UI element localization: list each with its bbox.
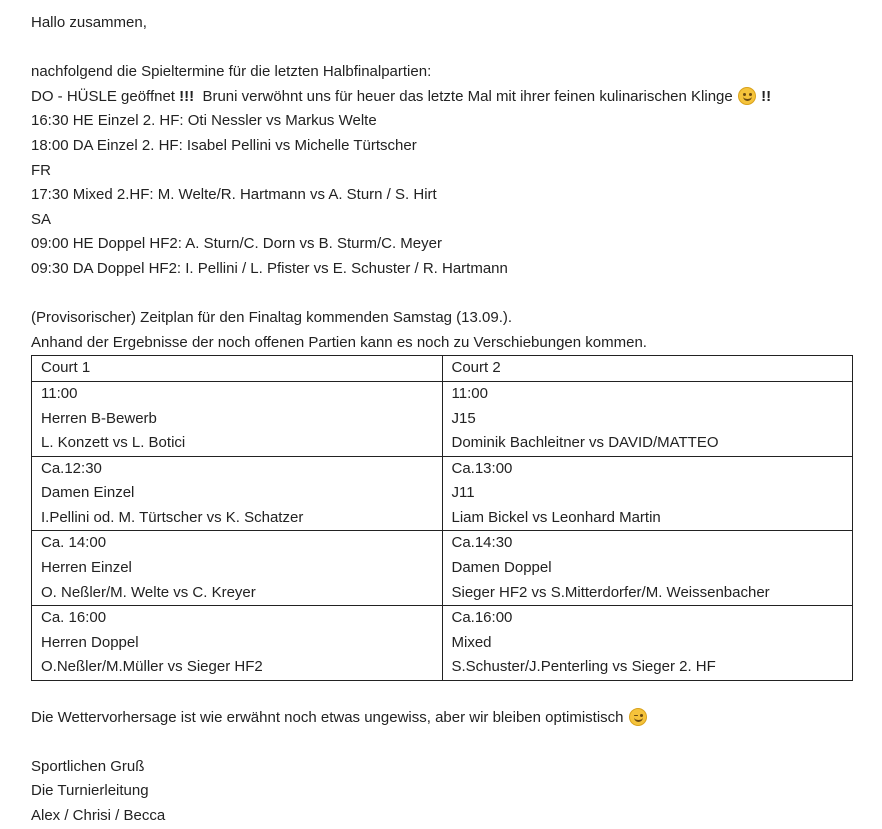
match-time: Ca.14:30 xyxy=(451,534,513,552)
thursday-text: DO - HÜSLE geöffnet xyxy=(31,87,180,105)
closing-names: Alex / Chrisi / Becca xyxy=(31,807,166,824)
match-players: I.Pellini od. M. Türtscher vs K. Schatzer xyxy=(41,508,304,526)
blank-line xyxy=(31,730,861,755)
match-line: 18:00 DA Einzel 2. HF: Isabel Pellini vs Michelle Türtscher xyxy=(31,136,417,154)
blank-line xyxy=(31,36,861,61)
exclamation: !! xyxy=(761,87,772,105)
table-cell xyxy=(32,456,443,531)
match-event: Herren Einzel xyxy=(41,559,132,577)
table-cell xyxy=(442,456,853,531)
day-label: SA xyxy=(31,210,52,228)
match-time: 11:00 xyxy=(451,384,488,402)
match-time: Ca. 16:00 xyxy=(41,609,107,627)
day-label: FR xyxy=(31,161,51,179)
match-line: 09:00 HE Doppel HF2: A. Sturn/C. Dorn vs B. Sturm/C. Meyer xyxy=(31,235,442,253)
match-time: Ca.16:00 xyxy=(451,609,513,627)
match-players: L. Konzett vs L. Botici xyxy=(41,434,186,452)
table-row xyxy=(32,531,853,606)
thursday-line xyxy=(31,85,861,110)
match-line: 16:30 HE Einzel 2. HF: Oti Nessler vs Markus Welte xyxy=(31,112,377,130)
table-cell xyxy=(32,606,443,681)
match-event: Damen Einzel xyxy=(41,484,135,502)
match-players: O. Neßler/M. Welte vs C. Kreyer xyxy=(41,583,256,601)
match-players: Sieger HF2 vs S.Mitterdorfer/M. Weissenbacher xyxy=(451,583,770,601)
match-event: Herren Doppel xyxy=(41,633,139,651)
match-event: Damen Doppel xyxy=(451,559,552,577)
closing-greeting: Sportlichen Gruß xyxy=(31,757,145,775)
match-time: 11:00 xyxy=(41,384,78,402)
table-row xyxy=(32,606,853,681)
match-time: Ca.13:00 xyxy=(451,459,513,477)
smiling-face-icon xyxy=(738,87,756,105)
match-players: S.Schuster/J.Penterling vs Sieger 2. HF xyxy=(451,658,716,676)
table-row xyxy=(32,381,853,456)
closing-organizer: Die Turnierleitung xyxy=(31,782,149,800)
match-event: J11 xyxy=(451,484,475,502)
match-players: Liam Bickel vs Leonhard Martin xyxy=(451,508,661,526)
thursday-rest: Bruni verwöhnt uns für heuer das letzte Mal mit ihrer feinen kulinarischen Klinge xyxy=(194,87,737,105)
winking-face-icon xyxy=(629,708,647,726)
match-time: Ca. 14:00 xyxy=(41,534,107,552)
match-players: Dominik Bachleitner vs DAVID/MATTEO xyxy=(451,434,719,452)
table-cell xyxy=(32,381,443,456)
blank-line xyxy=(31,681,861,706)
table-header-row xyxy=(32,356,853,382)
table-row xyxy=(32,456,853,531)
schedule-table xyxy=(31,355,853,681)
email-body xyxy=(31,11,861,829)
table-cell xyxy=(442,531,853,606)
weather-line xyxy=(31,706,861,731)
intro-text: nachfolgend die Spieltermine für die letzten Halbfinalpartien: xyxy=(31,63,432,81)
schedule-intro: (Provisorischer) Zeitplan für den Finaltag kommenden Samstag (13.09.). xyxy=(31,309,513,327)
match-event: J15 xyxy=(451,409,476,427)
greeting: Hallo zusammen, xyxy=(31,14,147,31)
match-line: 17:30 Mixed 2.HF: M. Welte/R. Hartmann vs A. Sturn / S. Hirt xyxy=(31,186,437,204)
table-cell xyxy=(442,606,853,681)
schedule-note: Anhand der Ergebnisse der noch offenen Partien kann es noch zu Verschiebungen kommen. xyxy=(31,333,647,351)
match-line: 09:30 DA Doppel HF2: I. Pellini / L. Pfister vs E. Schuster / R. Hartmann xyxy=(31,259,508,277)
exclamation: !!! xyxy=(179,87,195,105)
match-players: O.Neßler/M.Müller vs Sieger HF2 xyxy=(41,658,263,676)
match-event: Mixed xyxy=(451,633,492,651)
match-time: Ca.12:30 xyxy=(41,459,102,477)
blank-line xyxy=(31,282,861,307)
table-cell xyxy=(32,531,443,606)
column-header: Court 1 xyxy=(32,356,443,382)
table-cell xyxy=(442,381,853,456)
match-event: Herren B-Bewerb xyxy=(41,409,157,427)
weather-text: Die Wettervorhersage ist wie erwähnt noch etwas ungewiss, aber wir bleiben optimistisch xyxy=(31,708,628,726)
column-header: Court 2 xyxy=(442,356,853,382)
